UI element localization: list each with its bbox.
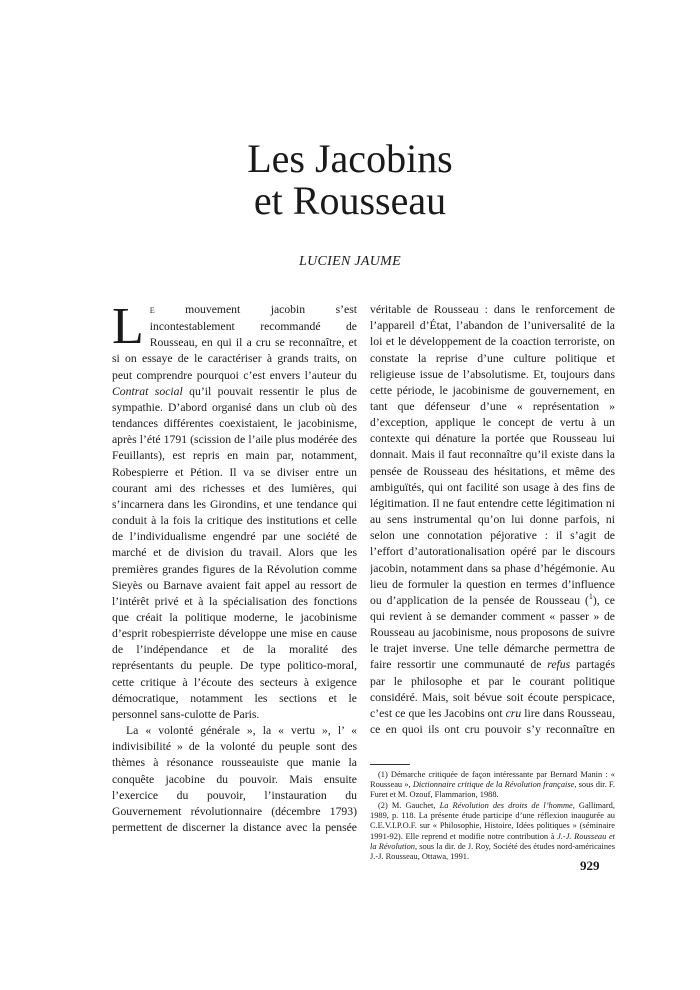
footnote-1: (1) Démarche critiquée de façon intéressante par Bernard Manin : « Rousseau », Dictionnaire critique de la Révolution française, sous dir. F. Furet et M. Ozouf, Flammarion, 1988.: [370, 770, 615, 800]
footnote-separator: [370, 764, 410, 765]
footnote-2: (2) M. Gauchet, La Révolution des droits de l’homme, Gallimard, 1989, p. 118. La présente étude participe d’une réflexion inaugurée au C.E.V.I.P.O.F. sur « Philosophie, Histoire, Idées politiques » (séminaire 1991-92). Elle reprend et modifie notre contribution à J.-J. Rousseau et la Révolution, sous la dir. de J. Roy, Société des études nord-américaines J.-J. Rousseau, Ottawa, 1991.: [370, 801, 616, 861]
title-line-2: et Rousseau: [253, 178, 447, 223]
left-column: [112, 302, 357, 836]
page-number: 929: [580, 858, 600, 873]
right-column: [370, 302, 615, 740]
article-title: [0, 138, 700, 222]
title-line-1: Les Jacobins: [247, 136, 453, 181]
body-paragraph-2-continued: véritable de Rousseau : dans le renforcement de l’appareil d’État, l’abandon de l’universalité de la loi et le développement de la coaction terroriste, on constate la reprise d’une culture politique et religieuse issue de l’absolutisme. Et, toujours dans cette période, le jacobinisme de gouvernement, en tant que défenseur d’une « représentation » d’exception, applique le concept de vertu à un contexte qui dénature la portée que Rousseau lui donnait. Mais il faut reconnaître qu’il existe dans la pensée de Rousseau des hésitations, et même des ambiguïtés, qui ont facilité son usage à des fins de légitimation. Il ne faut entendre cette légitimation ni au sens instrumental qu’on lui donne parfois, ni selon une connotation péjorative : il s’agit de l’effort d’autorationalisation opéré par le discours jacobin, notamment dans sa phase d’hégémonie. Au lieu de formuler la question en termes d’influence ou d’application de la pensée de Rousseau ($^1$), ce qui revient à se demander comment « passer » de Rousseau au jacobinisme, nous proposons de suivre le trajet inverse. Une telle démarche permettra de faire ressortir une communauté de refus partagés par le philosophe et par le courant politique considéré. Mais, soit bévue soit écoute perspicace, c’est ce que les Jacobins ont cru lire dans Rousseau, ce en quoi ils ont cru pouvoir s’y reconnaître en: [370, 303, 615, 737]
small-cap: E: [149, 306, 155, 315]
body-paragraph-2: La « volonté générale », la « vertu », l’ « indivisibilité » de la volonté du peuple sont des thèmes à résonance rousseauiste que manie la conquête jacobine du pouvoir. Mais ensuite l’exercice du pouvoir, l’instauration du Gouvernement révolutionnaire (décembre 1793) permettent de discerner la distance avec la pensée: [112, 724, 357, 834]
footnote-ref-1: 1: [588, 591, 593, 601]
footnotes: [370, 770, 615, 863]
body-paragraph-1: L E mouvement jacobin s’est incontestablement recommandé de Rousseau, en qui il a cru se reconnaître, et si on essaye de le caractériser à grands traits, on peut comprendre pourquoi c’est envers l’auteur du Contrat social qu’il pouvait ressentir le plus de sympathie. D’abord organisé dans un club où des tendances différentes coexistaient, le jacobinisme, après l’été 1791 (scission de l’aile plus modérée des Feuillants), est repris en main par, notamment, Robespierre et Pétion. Il va se diviser entre un courant ami des richesses et des lumières, qui s’incarnera dans les Girondins, et une tendance qui conduit à la fois la critique des institutions et celle de l’individualisme engendré par une société de marché et de division du travail. Alors que les premières grandes figures de la Révolution comme Sieyès ou Barnave avaient fait appel au ressort de l’intérêt privé et à la spécialisation des fonctions que créait la politique moderne, le jacobinisme d’esprit robespierriste développe une mise en cause de l’indépendance et de la moralité des représentants du peuple. De type politico-moral, cette critique à l’écoute des secteurs à exigence démocratique, notamment les sections et le personnel sans-culotte de Paris.: [112, 302, 357, 721]
author-name: LUCIEN JAUME: [299, 254, 401, 269]
drop-cap: L: [112, 302, 144, 355]
